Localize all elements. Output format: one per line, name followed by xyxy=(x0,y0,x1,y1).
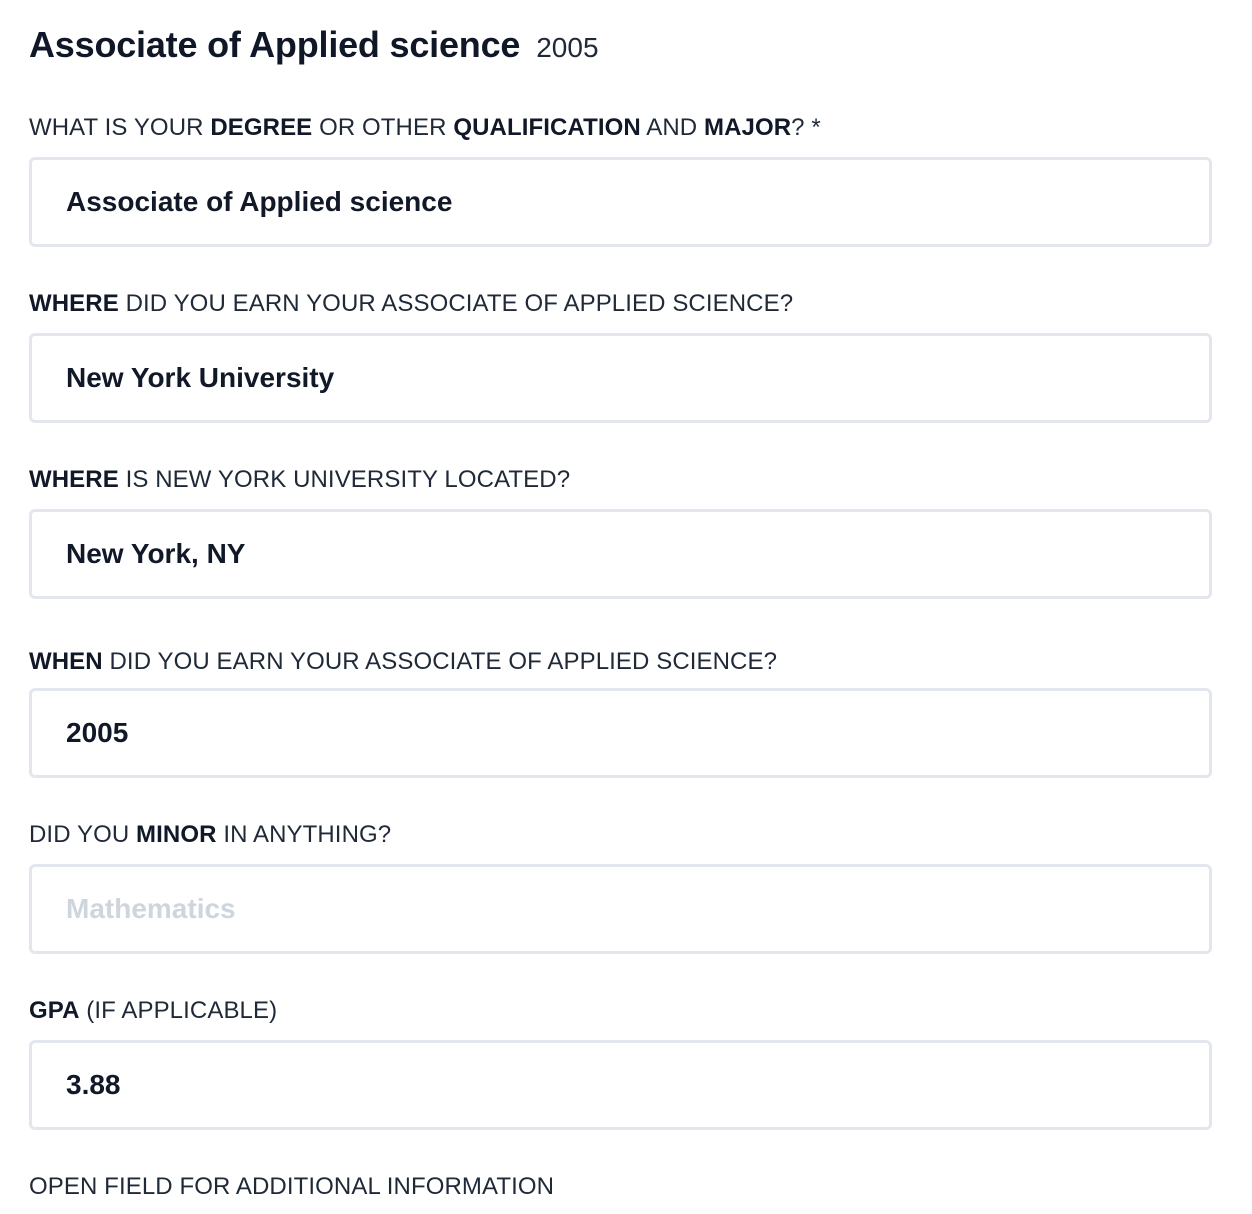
degree-title: Associate of Applied science xyxy=(29,24,521,65)
year-input[interactable] xyxy=(66,717,1175,749)
minor-label: DID YOU MINOR IN ANYTHING? xyxy=(29,821,392,848)
degree-year: 2005 xyxy=(536,32,599,63)
gpa-input[interactable] xyxy=(66,1069,1175,1101)
institution-input[interactable] xyxy=(66,362,1175,394)
minor-field[interactable] xyxy=(29,864,1212,954)
education-entry-header xyxy=(29,24,599,74)
location-input[interactable] xyxy=(66,538,1175,570)
degree-field[interactable] xyxy=(29,157,1212,247)
year-field[interactable] xyxy=(29,688,1212,778)
when-earned-label: WHEN DID YOU EARN YOUR ASSOCIATE OF APPLIED SCIENCE? xyxy=(29,648,778,675)
location-field[interactable] xyxy=(29,509,1212,599)
gpa-field[interactable] xyxy=(29,1040,1212,1130)
degree-label: WHAT IS YOUR DEGREE OR OTHER QUALIFICATION AND MAJOR? * xyxy=(29,114,821,141)
location-label: WHERE IS NEW YORK UNIVERSITY LOCATED? xyxy=(29,466,571,493)
degree-input[interactable] xyxy=(66,186,1175,218)
additional-info-label: OPEN FIELD FOR ADDITIONAL INFORMATION xyxy=(29,1173,555,1200)
minor-input[interactable] xyxy=(66,893,1175,925)
institution-field[interactable] xyxy=(29,333,1212,423)
where-earned-label: WHERE DID YOU EARN YOUR ASSOCIATE OF APPLIED SCIENCE? xyxy=(29,290,794,317)
gpa-label: GPA (IF APPLICABLE) xyxy=(29,997,278,1024)
